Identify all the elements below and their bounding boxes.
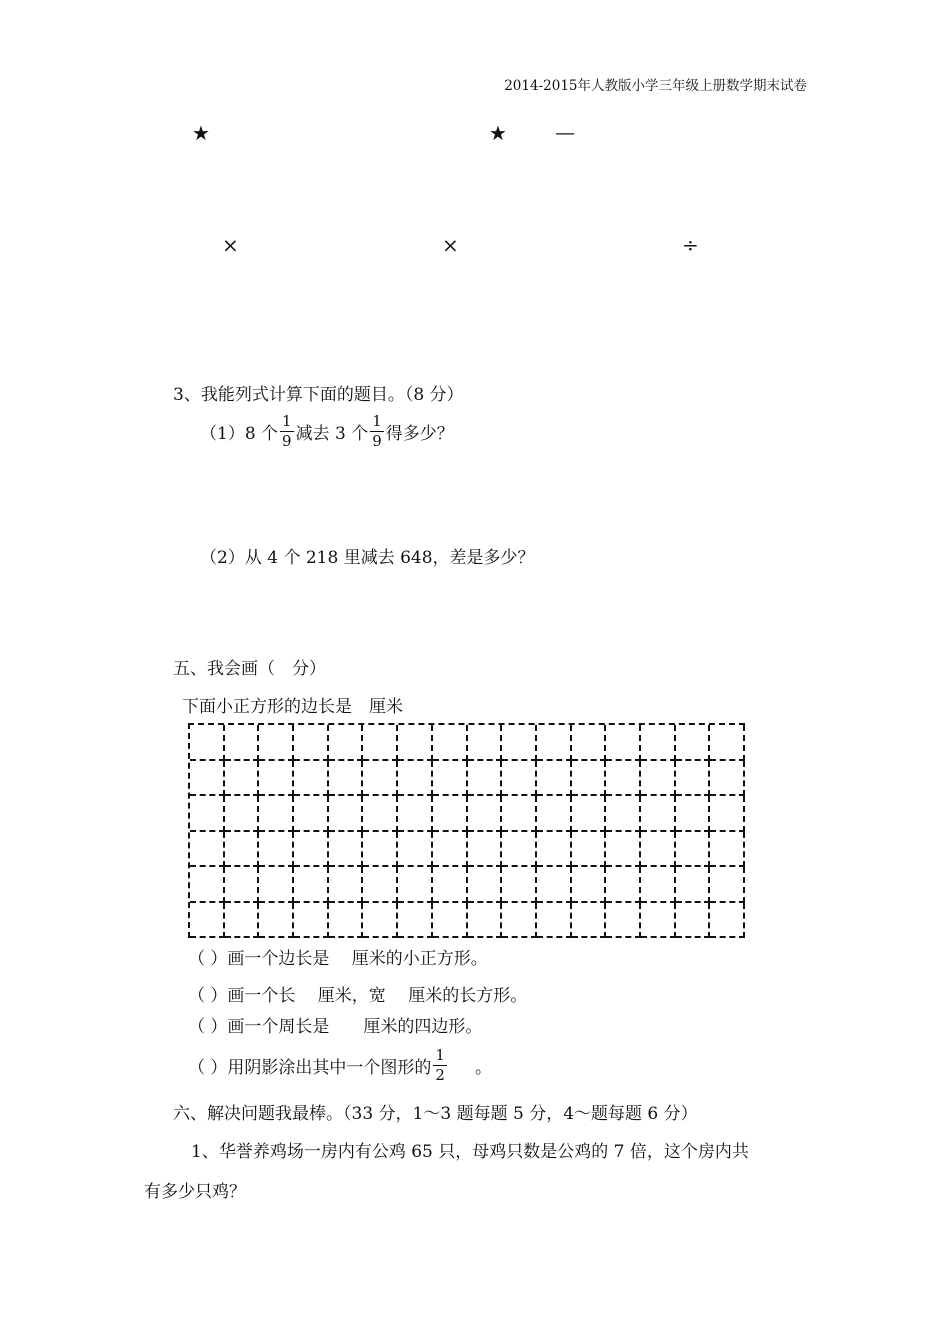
- grid-cell[interactable]: [259, 903, 294, 939]
- grid-cell[interactable]: [606, 761, 641, 797]
- grid-cell[interactable]: [468, 832, 503, 868]
- grid-cell[interactable]: [572, 761, 607, 797]
- grid-cell[interactable]: [190, 761, 225, 797]
- square-grid[interactable]: [188, 723, 745, 938]
- grid-cell[interactable]: [294, 867, 329, 903]
- grid-cell[interactable]: [641, 832, 676, 868]
- grid-cell[interactable]: [468, 867, 503, 903]
- grid-cell[interactable]: [363, 761, 398, 797]
- grid-cell[interactable]: [329, 796, 364, 832]
- grid-cell[interactable]: [676, 832, 711, 868]
- grid-cell[interactable]: [641, 761, 676, 797]
- grid-cell[interactable]: [398, 796, 433, 832]
- grid-cell[interactable]: [502, 867, 537, 903]
- grid-cell[interactable]: [225, 832, 260, 868]
- grid-cell[interactable]: [294, 832, 329, 868]
- grid-cell[interactable]: [572, 832, 607, 868]
- grid-cell[interactable]: [363, 903, 398, 939]
- drawing-task-1: （ ）画一个边长是 厘米的小正方形。: [188, 949, 488, 969]
- grid-cell[interactable]: [225, 725, 260, 761]
- grid-cell[interactable]: [190, 867, 225, 903]
- times-symbol: ×: [222, 233, 239, 257]
- grid-cell[interactable]: [537, 796, 572, 832]
- times-symbol: ×: [442, 233, 459, 257]
- grid-cell[interactable]: [398, 725, 433, 761]
- grid-caption: 下面小正方形的边长是 厘米: [182, 697, 403, 717]
- grid-cell[interactable]: [710, 725, 745, 761]
- grid-cell[interactable]: [537, 761, 572, 797]
- grid-cell[interactable]: [433, 903, 468, 939]
- grid-cell[interactable]: [433, 832, 468, 868]
- grid-cell[interactable]: [502, 903, 537, 939]
- grid-cell[interactable]: [641, 796, 676, 832]
- grid-cell[interactable]: [502, 761, 537, 797]
- grid-cell[interactable]: [363, 832, 398, 868]
- grid-cell[interactable]: [641, 725, 676, 761]
- fraction-one-ninth: [280, 414, 294, 449]
- grid-cell[interactable]: [710, 796, 745, 832]
- grid-cell[interactable]: [329, 867, 364, 903]
- grid-cell[interactable]: [572, 867, 607, 903]
- grid-cell[interactable]: [537, 725, 572, 761]
- fraction-numerator: 1: [282, 412, 292, 430]
- grid-cell[interactable]: [259, 796, 294, 832]
- grid-cell[interactable]: [606, 867, 641, 903]
- grid-cell[interactable]: [641, 867, 676, 903]
- grid-cell[interactable]: [190, 725, 225, 761]
- fraction-one-ninth: [370, 414, 384, 449]
- grid-cell[interactable]: [329, 903, 364, 939]
- grid-cell[interactable]: [398, 903, 433, 939]
- grid-cell[interactable]: [468, 725, 503, 761]
- grid-cell[interactable]: [190, 796, 225, 832]
- grid-cell[interactable]: [363, 867, 398, 903]
- section3-title: 3、我能列式计算下面的题目。（8 分）: [173, 385, 464, 405]
- grid-cell[interactable]: [572, 903, 607, 939]
- grid-cell[interactable]: [398, 867, 433, 903]
- task4-suffix: 。: [474, 1058, 492, 1078]
- grid-cell[interactable]: [329, 832, 364, 868]
- drawing-task-3: （ ）画一个周长是 厘米的四边形。: [188, 1017, 483, 1037]
- star-icon: ★: [489, 121, 507, 145]
- section5-title: 五、我会画（ 分）: [173, 659, 326, 679]
- grid-cell[interactable]: [537, 832, 572, 868]
- fraction-one-half: [433, 1048, 447, 1083]
- grid-cell[interactable]: [433, 867, 468, 903]
- grid-cell[interactable]: [363, 796, 398, 832]
- grid-cell[interactable]: [676, 761, 711, 797]
- grid-cell[interactable]: [676, 796, 711, 832]
- grid-cell[interactable]: [537, 903, 572, 939]
- grid-cell[interactable]: [710, 903, 745, 939]
- grid-cell[interactable]: [606, 725, 641, 761]
- grid-cell[interactable]: [606, 832, 641, 868]
- grid-cell[interactable]: [259, 761, 294, 797]
- dash-symbol: —: [555, 120, 575, 144]
- grid-cell[interactable]: [294, 725, 329, 761]
- grid-cell[interactable]: [502, 796, 537, 832]
- fraction-numerator: 1: [435, 1046, 445, 1064]
- grid-cell[interactable]: [710, 832, 745, 868]
- grid-cell[interactable]: [606, 903, 641, 939]
- fraction-denominator: 9: [372, 432, 382, 450]
- drawing-task-4: [188, 1048, 492, 1083]
- grid-cell[interactable]: [468, 903, 503, 939]
- grid-cell[interactable]: [190, 903, 225, 939]
- grid-cell[interactable]: [502, 725, 537, 761]
- grid-cell[interactable]: [294, 796, 329, 832]
- grid-cell[interactable]: [433, 725, 468, 761]
- grid-cell[interactable]: [398, 832, 433, 868]
- grid-cell[interactable]: [502, 832, 537, 868]
- grid-cell[interactable]: [433, 761, 468, 797]
- grid-cell[interactable]: [190, 832, 225, 868]
- grid-cell[interactable]: [225, 867, 260, 903]
- task4-prefix: （ ）用阴影涂出其中一个图形的: [188, 1058, 432, 1078]
- grid-cell[interactable]: [398, 761, 433, 797]
- grid-cell[interactable]: [537, 867, 572, 903]
- grid-cell[interactable]: [259, 832, 294, 868]
- section3-question-2: （2）从 4 个 218 里减去 648，差是多少？: [200, 548, 535, 568]
- grid-cell[interactable]: [572, 796, 607, 832]
- grid-cell[interactable]: [676, 725, 711, 761]
- grid-cell[interactable]: [606, 796, 641, 832]
- divide-symbol: ÷: [682, 233, 699, 257]
- grid-cell[interactable]: [259, 725, 294, 761]
- q1-prefix: （1）8 个: [200, 424, 279, 444]
- section3-question-1: [200, 414, 454, 449]
- grid-cell[interactable]: [468, 796, 503, 832]
- star-icon: ★: [192, 121, 210, 145]
- grid-cell[interactable]: [710, 867, 745, 903]
- grid-cell[interactable]: [572, 725, 607, 761]
- page-header: 2014-2015年人教版小学三年级上册数学期末试卷: [504, 78, 807, 94]
- section6-question-1: 1、华誉养鸡场一房内有公鸡 65 只，母鸡只数是公鸡的 7 倍，这个房内共: [191, 1142, 749, 1162]
- fraction-denominator: 9: [282, 432, 292, 450]
- grid-cell[interactable]: [225, 903, 260, 939]
- grid-cell[interactable]: [225, 761, 260, 797]
- grid-cell[interactable]: [433, 796, 468, 832]
- section6-title: 六、解决问题我最棒。（33 分，1～3 题每题 5 分，4～题每题 6 分）: [173, 1104, 698, 1124]
- grid-cell[interactable]: [468, 761, 503, 797]
- fraction-numerator: 1: [372, 412, 382, 430]
- grid-cell[interactable]: [329, 761, 364, 797]
- grid-cell[interactable]: [294, 761, 329, 797]
- drawing-task-2: （ ）画一个长 厘米，宽 厘米的长方形。: [188, 986, 528, 1006]
- grid-cell[interactable]: [641, 903, 676, 939]
- grid-cell[interactable]: [710, 761, 745, 797]
- fraction-denominator: 2: [435, 1066, 445, 1084]
- grid-cell[interactable]: [363, 725, 398, 761]
- section6-question-1-continued: 有多少只鸡？: [144, 1182, 246, 1202]
- grid-cell[interactable]: [294, 903, 329, 939]
- grid-cell[interactable]: [676, 867, 711, 903]
- q1-middle: 减去 3 个: [295, 424, 369, 444]
- q1-suffix: 得多少？: [385, 424, 454, 444]
- grid-cell[interactable]: [676, 903, 711, 939]
- grid-cell[interactable]: [329, 725, 364, 761]
- grid-cell[interactable]: [259, 867, 294, 903]
- grid-cell[interactable]: [225, 796, 260, 832]
